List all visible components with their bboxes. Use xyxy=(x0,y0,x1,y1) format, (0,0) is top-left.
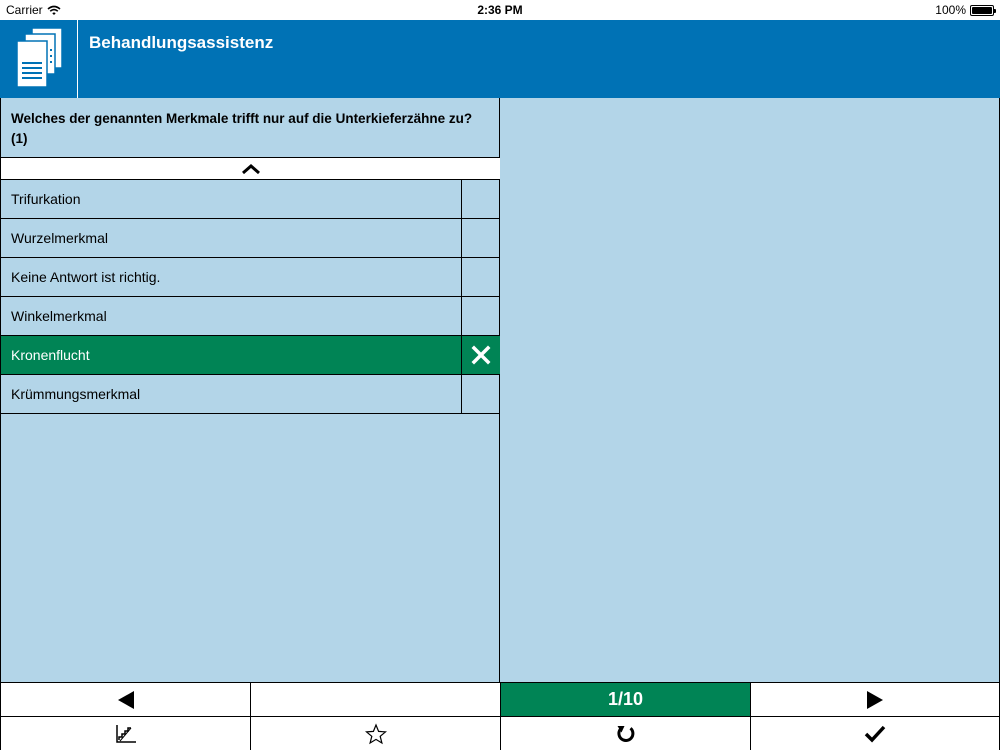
x-icon xyxy=(471,345,491,365)
answer-checkbox[interactable] xyxy=(461,180,500,218)
statistics-chart-icon xyxy=(115,724,137,744)
question-pane xyxy=(0,98,500,682)
answer-option[interactable] xyxy=(1,219,500,258)
next-question-button[interactable] xyxy=(750,683,1000,716)
reload-icon xyxy=(615,723,637,745)
answer-checkbox[interactable] xyxy=(461,336,500,374)
app-header xyxy=(0,20,1000,98)
answer-option[interactable] xyxy=(1,180,500,219)
answer-checkbox[interactable] xyxy=(461,258,500,296)
battery-indicator xyxy=(935,3,994,17)
question-counter: 1/10 xyxy=(500,683,750,716)
answer-option[interactable] xyxy=(1,258,500,297)
answer-option[interactable] xyxy=(1,297,500,336)
triangle-left-icon xyxy=(116,690,136,710)
answer-label: Kronenflucht xyxy=(11,347,90,363)
app-title: Behandlungsassistenz xyxy=(89,33,274,52)
favorite-button[interactable] xyxy=(250,717,500,750)
scroll-up-button[interactable] xyxy=(1,157,500,180)
answer-checkbox[interactable] xyxy=(461,297,500,335)
answer-label: Krümmungsmerkmal xyxy=(11,386,141,402)
chevron-up-icon xyxy=(241,163,261,175)
toolbar-spacer xyxy=(250,683,500,716)
answer-option-selected[interactable] xyxy=(1,336,500,375)
submit-answer-button[interactable] xyxy=(750,717,1000,750)
actions-toolbar xyxy=(0,716,1000,750)
star-icon xyxy=(365,723,387,745)
battery-icon xyxy=(970,5,994,16)
previous-question-button[interactable] xyxy=(0,683,250,716)
navigation-toolbar xyxy=(0,682,1000,716)
carrier-label: Carrier xyxy=(6,3,43,17)
status-bar xyxy=(0,0,1000,20)
answer-label: Winkelmerkmal xyxy=(11,308,107,324)
checkmark-icon xyxy=(864,724,886,744)
answer-label: Wurzelmerkmal xyxy=(11,230,108,246)
answer-list xyxy=(1,180,500,414)
triangle-right-icon xyxy=(865,690,885,710)
reset-button[interactable] xyxy=(500,717,750,750)
answer-option[interactable] xyxy=(1,375,500,414)
answer-label: Trifurkation xyxy=(11,191,81,207)
app-logo xyxy=(0,20,78,98)
statistics-button[interactable] xyxy=(0,717,250,750)
answer-checkbox[interactable] xyxy=(461,219,500,257)
status-time: 2:36 PM xyxy=(477,3,523,17)
battery-percent: 100% xyxy=(935,3,966,17)
documents-stack-icon xyxy=(0,20,78,98)
question-text: Welches der genannten Merkmale trifft nur auf die Unterkieferzähne zu? (1) xyxy=(11,111,473,146)
answer-label: Keine Antwort ist richtig. xyxy=(11,269,161,285)
detail-pane xyxy=(500,98,1000,682)
answer-checkbox[interactable] xyxy=(461,375,500,413)
